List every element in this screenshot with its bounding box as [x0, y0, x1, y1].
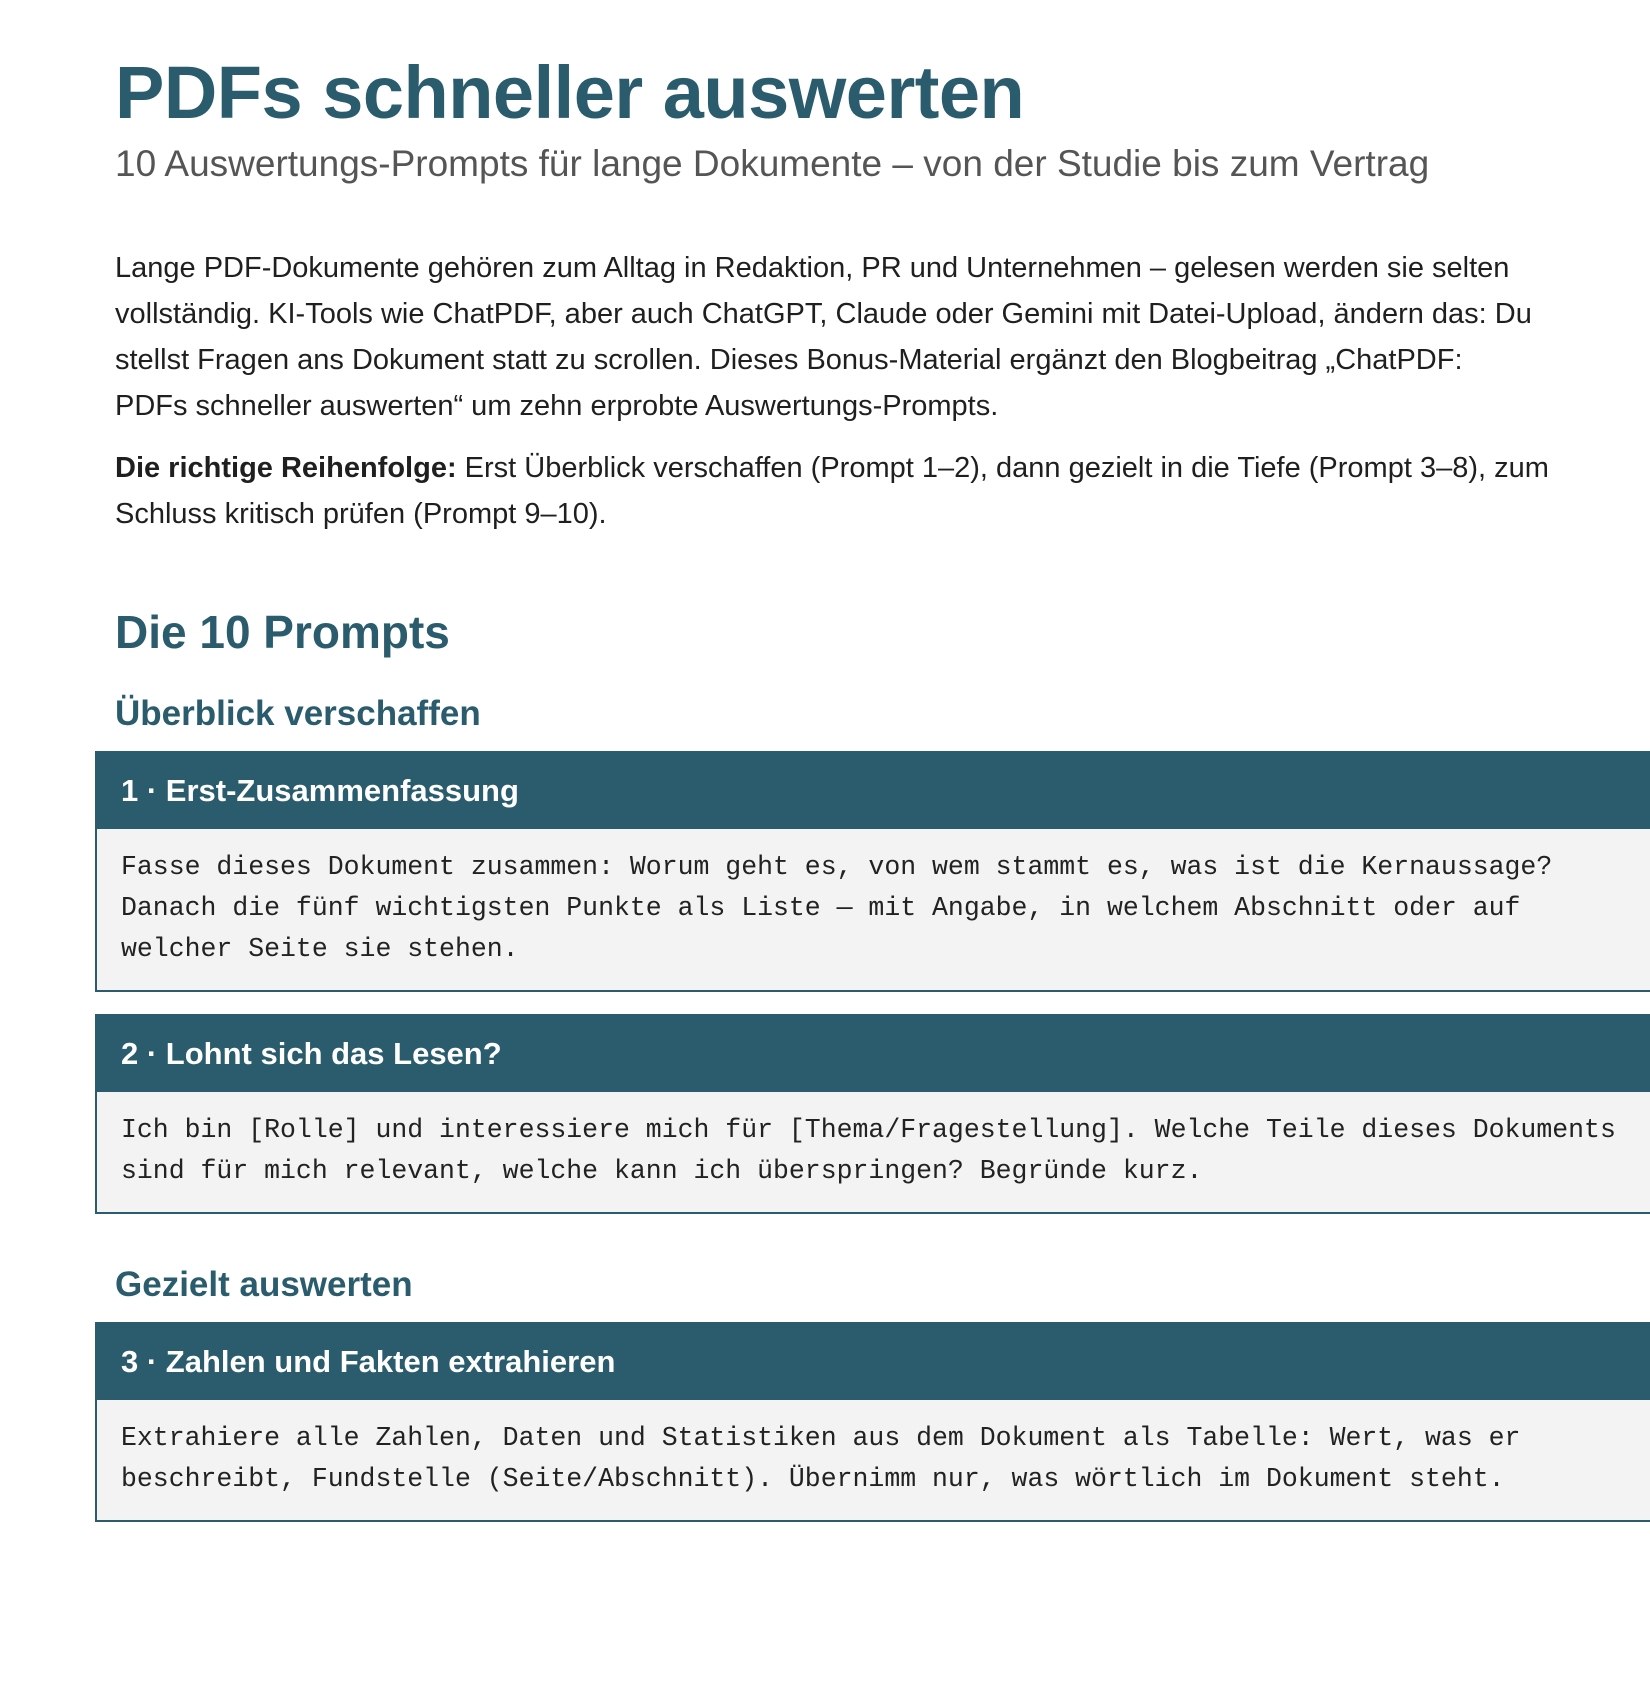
intro-paragraph: Lange PDF-Dokumente gehören zum Alltag in Redaktion, PR und Unternehmen – gelesen werden sie selten vollständig. KI-Tools wie ChatPDF, aber auch ChatGPT, Claude oder Gemini mit Datei-Upload, ändern das: Du stellst Fragen ans Dokument statt zu scrollen. Dieses Bonus-Material ergänzt den Blogbeitrag „ChatPDF: PDFs schneller auswerten“ um zehn erprobte Auswertungs-Prompts. — [115, 252, 1532, 423]
prompt-card-1 — [95, 751, 1650, 992]
prompt-text: Ich bin [Rolle] und interessiere mich für [Thema/Fragestellung]. Welche Teile dieses Dokuments sind für mich relevant, welche kann ich überspringen? Begründe kurz. — [121, 1114, 1616, 1186]
order-paragraph — [115, 445, 1555, 537]
prompt-title: 2 · Lohnt sich das Lesen? — [97, 1016, 1650, 1092]
page-title: PDFs schneller auswerten — [115, 51, 1025, 134]
prompt-text: Extrahiere alle Zahlen, Daten und Statistiken aus dem Dokument als Tabelle: Wert, was er beschreibt, Fundstelle (Seite/Abschnitt). Übernimm nur, was wörtlich im Dokument steht. — [121, 1422, 1521, 1494]
section-heading-overview: Überblick verschaffen — [115, 693, 481, 733]
section-heading-targeted: Gezielt auswerten — [115, 1264, 413, 1304]
page-subtitle: 10 Auswertungs-Prompts für lange Dokumente – von der Studie bis zum Vertrag — [115, 143, 1430, 185]
order-label: Die richtige Reihenfolge: — [115, 452, 457, 485]
prompt-card-3 — [95, 1322, 1650, 1522]
prompt-title: 3 · Zahlen und Fakten extrahieren — [97, 1324, 1650, 1400]
prompts-heading: Die 10 Prompts — [115, 606, 450, 659]
prompt-card-2 — [95, 1014, 1650, 1214]
prompt-text: Fasse dieses Dokument zusammen: Worum geht es, von wem stammt es, was ist die Kernaussage? Danach die fünf wichtigsten Punkte als Liste — mit Angabe, in welchem Abschnitt oder auf welcher Seite sie stehen. — [121, 851, 1553, 964]
order-text: Erst Überblick verschaffen (Prompt 1–2), dann gezielt in die Tiefe (Prompt 3–8), zum Schluss kritisch prüfen (Prompt 9–10). — [115, 452, 1549, 531]
prompt-title: 1 · Erst-Zusammenfassung — [97, 753, 1650, 829]
